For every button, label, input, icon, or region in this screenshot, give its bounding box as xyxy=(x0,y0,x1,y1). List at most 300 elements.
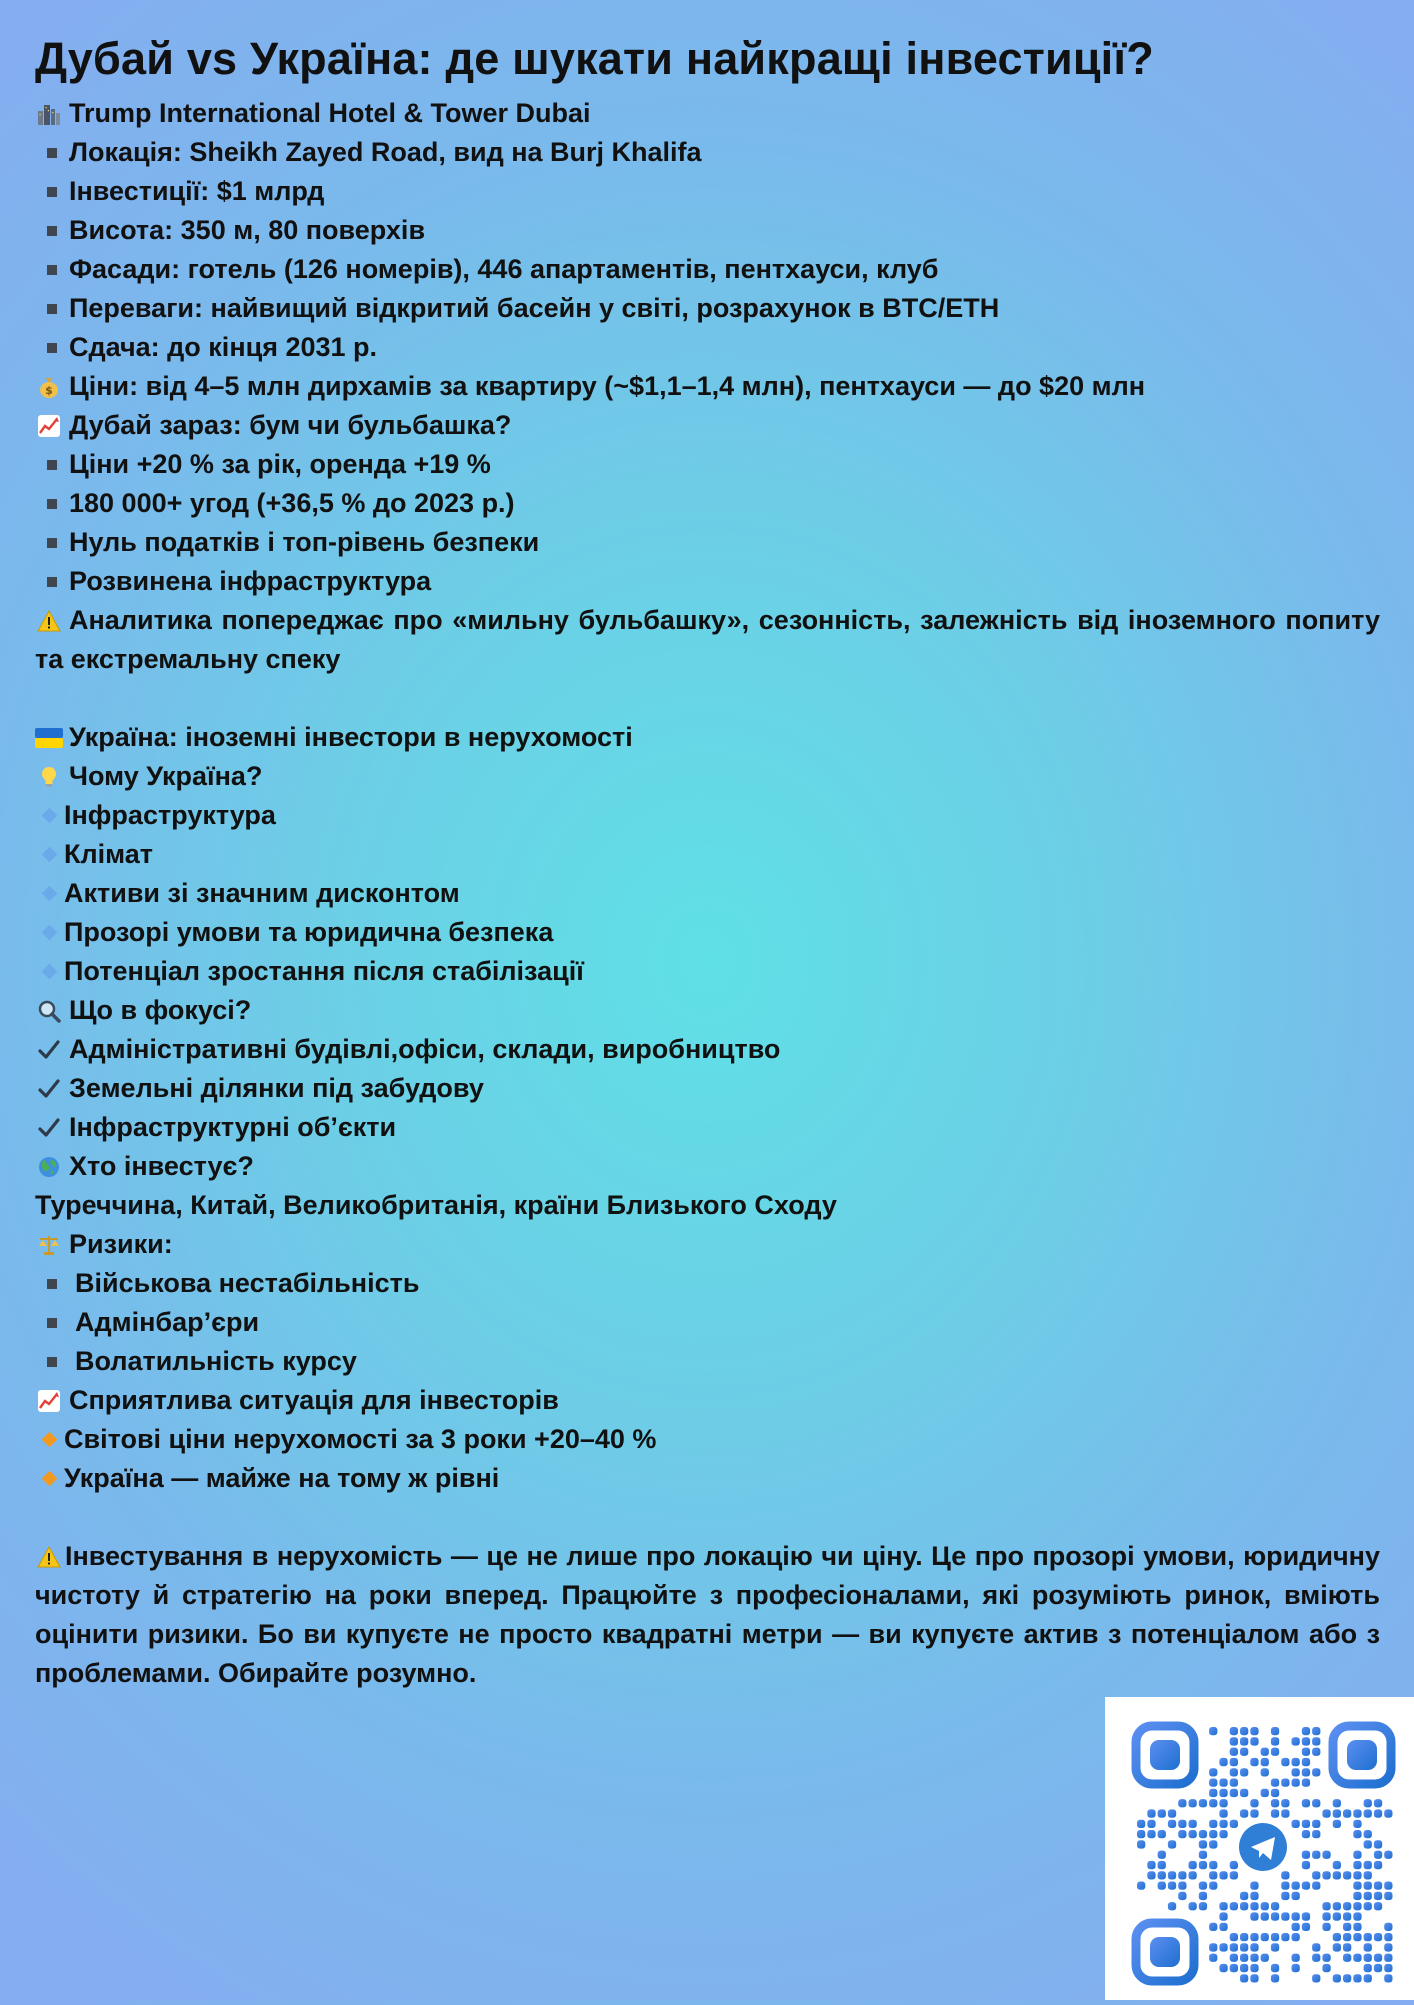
qr-module xyxy=(1364,1809,1372,1817)
qr-module xyxy=(1312,1799,1320,1807)
qr-module xyxy=(1312,1830,1320,1838)
list-item xyxy=(35,1069,1380,1108)
qr-module xyxy=(1250,1799,1258,1807)
qr-module xyxy=(1147,1820,1155,1828)
qr-module xyxy=(1250,1727,1258,1735)
qr-module xyxy=(1209,1861,1217,1869)
qr-module xyxy=(1312,1727,1320,1735)
qr-module xyxy=(1240,1748,1248,1756)
qr-module xyxy=(1302,1861,1310,1869)
qr-module xyxy=(1292,1768,1300,1776)
qr-module xyxy=(1147,1871,1155,1879)
qr-module xyxy=(1353,1851,1361,1859)
qr-module xyxy=(1312,1737,1320,1745)
qr-finder-top-right xyxy=(1333,1726,1391,1784)
list-item-text: Інфраструктура xyxy=(64,800,276,830)
qr-module xyxy=(1384,1851,1392,1859)
qr-module xyxy=(1322,1871,1330,1879)
qr-module xyxy=(1302,1830,1310,1838)
qr-module xyxy=(1158,1809,1166,1817)
orange-diamond-icon xyxy=(42,1432,58,1448)
qr-module xyxy=(1292,1779,1300,1787)
qr-module xyxy=(1209,1882,1217,1890)
list-item xyxy=(35,172,1380,211)
qr-module xyxy=(1312,1974,1320,1982)
qr-module xyxy=(1281,1758,1289,1766)
qr-module xyxy=(1271,1902,1279,1910)
qr-module xyxy=(1240,1737,1248,1745)
qr-module xyxy=(1271,1799,1279,1807)
qr-module xyxy=(1240,1954,1248,1962)
qr-module xyxy=(1353,1871,1361,1879)
qr-module xyxy=(1333,1943,1341,1951)
dubai-now-heading xyxy=(35,406,1380,445)
qr-module xyxy=(1250,1933,1258,1941)
qr-module xyxy=(1189,1871,1197,1879)
qr-module xyxy=(1209,1820,1217,1828)
qr-module xyxy=(1374,1933,1382,1941)
qr-module xyxy=(1261,1902,1269,1910)
qr-module xyxy=(1312,1882,1320,1890)
qr-module xyxy=(1292,1964,1300,1972)
qr-module xyxy=(1219,1779,1227,1787)
closing-paragraph xyxy=(35,1537,1380,1693)
qr-module xyxy=(1343,1871,1351,1879)
qr-module xyxy=(1230,1758,1238,1766)
qr-module xyxy=(1364,1871,1372,1879)
list-item-text: Розвинена інфраструктура xyxy=(69,566,432,596)
qr-module xyxy=(1271,1748,1279,1756)
qr-module xyxy=(1384,1809,1392,1817)
list-item-text: Активи зі значним дисконтом xyxy=(64,878,460,908)
qr-module xyxy=(1281,1799,1289,1807)
who-heading-text: Хто інвестує? xyxy=(69,1151,254,1181)
qr-module xyxy=(1230,1748,1238,1756)
qr-module xyxy=(1302,1851,1310,1859)
qr-module xyxy=(1322,1902,1330,1910)
qr-module xyxy=(1343,1902,1351,1910)
qr-module xyxy=(1137,1840,1145,1848)
qr-module xyxy=(1178,1820,1186,1828)
qr-module xyxy=(1168,1809,1176,1817)
qr-module xyxy=(1158,1851,1166,1859)
blue-diamond-icon xyxy=(42,847,58,863)
qr-module xyxy=(1261,1758,1269,1766)
qr-module xyxy=(1353,1861,1361,1869)
qr-module xyxy=(1147,1809,1155,1817)
bullet-square-icon xyxy=(47,187,57,197)
qr-module xyxy=(1209,1789,1217,1797)
qr-module xyxy=(1158,1830,1166,1838)
qr-module xyxy=(1302,1923,1310,1931)
qr-module xyxy=(1158,1861,1166,1869)
qr-module xyxy=(1271,1809,1279,1817)
bullet-square-icon xyxy=(47,148,57,158)
qr-module xyxy=(1199,1840,1207,1848)
qr-module xyxy=(1137,1820,1145,1828)
list-item xyxy=(35,1264,1380,1303)
qr-module xyxy=(1178,1882,1186,1890)
qr-module xyxy=(1333,1861,1341,1869)
qr-module xyxy=(1261,1912,1269,1920)
bullet-square-icon xyxy=(47,1318,57,1328)
spacer xyxy=(35,679,1380,718)
qr-module xyxy=(1199,1799,1207,1807)
qr-module xyxy=(1209,1923,1217,1931)
list-item xyxy=(35,562,1380,601)
qr-module xyxy=(1292,1892,1300,1900)
list-item xyxy=(35,445,1380,484)
list-item xyxy=(35,289,1380,328)
qr-module xyxy=(1250,1882,1258,1890)
qr-module xyxy=(1384,1892,1392,1900)
qr-module xyxy=(1219,1820,1227,1828)
page-title: Дубай vs Україна: де шукати найкращі інвестиції? xyxy=(35,33,1154,84)
ukraine-flag-icon xyxy=(35,724,63,752)
qr-module xyxy=(1353,1902,1361,1910)
qr-module xyxy=(1384,1882,1392,1890)
list-item xyxy=(35,1030,1380,1069)
ukraine-heading-text: Україна: іноземні інвестори в нерухомості xyxy=(69,722,633,752)
qr-module xyxy=(1240,1809,1248,1817)
qr-module xyxy=(1230,1954,1238,1962)
qr-module xyxy=(1189,1861,1197,1869)
qr-module xyxy=(1240,1768,1248,1776)
qr-module xyxy=(1209,1954,1217,1962)
list-item xyxy=(35,484,1380,523)
qr-module xyxy=(1240,1943,1248,1951)
qr-module xyxy=(1281,1912,1289,1920)
qr-module xyxy=(1230,1789,1238,1797)
bullet-square-icon xyxy=(47,265,57,275)
list-item-text: Військова нестабільність xyxy=(75,1268,420,1298)
list-item-text: Потенціал зростання після стабілізації xyxy=(64,956,584,986)
list-item-text: Ціни +20 % за рік, оренда +19 % xyxy=(69,449,491,479)
list-item xyxy=(35,1108,1380,1147)
qr-module xyxy=(1292,1820,1300,1828)
bullet-square-icon xyxy=(47,577,57,587)
qr-module xyxy=(1137,1882,1145,1890)
dubai-heading-text: Trump International Hotel & Tower Dubai xyxy=(69,98,591,128)
qr-module xyxy=(1364,1964,1372,1972)
qr-module xyxy=(1230,1943,1238,1951)
scales-icon xyxy=(35,1231,63,1259)
dubai-warning xyxy=(35,601,1380,679)
qr-module xyxy=(1333,1912,1341,1920)
qr-module xyxy=(1189,1830,1197,1838)
qr-module xyxy=(1302,1748,1310,1756)
qr-module xyxy=(1199,1892,1207,1900)
qr-module xyxy=(1261,1933,1269,1941)
list-item xyxy=(35,874,1380,913)
blue-diamond-icon xyxy=(42,964,58,980)
list-item-text: Інфраструктурні об’єкти xyxy=(69,1112,397,1142)
risks-heading xyxy=(35,1225,1380,1264)
qr-module xyxy=(1374,1892,1382,1900)
qr-module xyxy=(1230,1964,1238,1972)
magnifier-icon xyxy=(35,997,63,1025)
qr-module xyxy=(1209,1943,1217,1951)
qr-module xyxy=(1168,1882,1176,1890)
list-item xyxy=(35,952,1380,991)
qr-module xyxy=(1240,1974,1248,1982)
qr-module xyxy=(1322,1923,1330,1931)
list-item xyxy=(35,835,1380,874)
bullet-square-icon xyxy=(47,343,57,353)
qr-module xyxy=(1384,1974,1392,1982)
qr-module xyxy=(1353,1892,1361,1900)
money-bag-icon xyxy=(35,373,63,401)
qr-module xyxy=(1178,1871,1186,1879)
qr-module xyxy=(1261,1954,1269,1962)
qr-module xyxy=(1333,1871,1341,1879)
qr-module xyxy=(1353,1809,1361,1817)
orange-diamond-icon xyxy=(42,1471,58,1487)
list-item-text: Переваги: найвищий відкритий басейн у світі, розрахунок в BTC/ETH xyxy=(69,293,1000,323)
list-item-text: Земельні ділянки під забудову xyxy=(69,1073,484,1103)
list-item-text: Світові ціни нерухомості за 3 роки +20–40 % xyxy=(64,1424,657,1454)
qr-module xyxy=(1230,1737,1238,1745)
qr-module xyxy=(1333,1820,1341,1828)
qr-module xyxy=(1302,1779,1310,1787)
qr-module xyxy=(1219,1964,1227,1972)
qr-module xyxy=(1302,1727,1310,1735)
list-item xyxy=(35,913,1380,952)
qr-module xyxy=(1333,1799,1341,1807)
qr-module xyxy=(1168,1820,1176,1828)
who-heading xyxy=(35,1147,1380,1186)
dubai-heading xyxy=(35,94,1380,133)
warning-icon xyxy=(35,1543,63,1571)
chart-up-icon xyxy=(35,1387,63,1415)
list-item-text: Нуль податків і топ-рівень безпеки xyxy=(69,527,540,557)
list-item-text: Прозорі умови та юридична безпека xyxy=(64,917,554,947)
qr-module xyxy=(1230,1861,1238,1869)
qr-module xyxy=(1353,1830,1361,1838)
qr-module xyxy=(1384,1933,1392,1941)
qr-module xyxy=(1209,1727,1217,1735)
dubai-warning-text: Аналитика попереджає про «мильну бульбашку», сезонність, залежність від іноземного попиту та екстремальну спеку xyxy=(35,605,1380,674)
qr-module xyxy=(1374,1882,1382,1890)
qr-module xyxy=(1302,1799,1310,1807)
qr-module xyxy=(1312,1943,1320,1951)
qr-module xyxy=(1230,1779,1238,1787)
qr-module xyxy=(1312,1871,1320,1879)
qr-module xyxy=(1343,1943,1351,1951)
list-item-text: Клімат xyxy=(64,839,153,869)
qr-module xyxy=(1250,1974,1258,1982)
qr-module xyxy=(1250,1758,1258,1766)
qr-module xyxy=(1281,1892,1289,1900)
qr-module xyxy=(1147,1861,1155,1869)
qr-module xyxy=(1271,1737,1279,1745)
list-item-text: Сдача: до кінця 2031 р. xyxy=(69,332,378,362)
qr-module xyxy=(1333,1902,1341,1910)
qr-module xyxy=(1374,1809,1382,1817)
focus-heading xyxy=(35,991,1380,1030)
qr-module xyxy=(1292,1882,1300,1890)
qr-module xyxy=(1281,1871,1289,1879)
list-item-text: 180 000+ угод (+36,5 % до 2023 р.) xyxy=(69,488,515,518)
checkmark-icon xyxy=(35,1075,63,1103)
qr-module xyxy=(1209,1871,1217,1879)
qr-module xyxy=(1302,1737,1310,1745)
qr-module xyxy=(1250,1912,1258,1920)
qr-module xyxy=(1343,1974,1351,1982)
qr-module xyxy=(1219,1943,1227,1951)
qr-module xyxy=(1364,1954,1372,1962)
qr-module xyxy=(1219,1923,1227,1931)
qr-module xyxy=(1322,1954,1330,1962)
qr-module xyxy=(1250,1902,1258,1910)
qr-module xyxy=(1353,1820,1361,1828)
qr-module xyxy=(1209,1840,1217,1848)
qr-module xyxy=(1178,1799,1186,1807)
list-item-text: Адміністративні будівлі,офіси, склади, виробництво xyxy=(69,1034,781,1064)
qr-module xyxy=(1364,1840,1372,1848)
chart-up-icon xyxy=(35,412,63,440)
qr-module xyxy=(1343,1954,1351,1962)
list-item-text: Інвестиції: $1 млрд xyxy=(69,176,325,206)
qr-module xyxy=(1364,1974,1372,1982)
cityscape-icon xyxy=(35,100,63,128)
qr-module xyxy=(1209,1779,1217,1787)
document xyxy=(35,30,1380,1693)
qr-module xyxy=(1374,1964,1382,1972)
list-item xyxy=(35,1303,1380,1342)
qr-module xyxy=(1250,1964,1258,1972)
qr-module xyxy=(1199,1882,1207,1890)
bullet-square-icon xyxy=(47,226,57,236)
qr-module xyxy=(1374,1851,1382,1859)
qr-module xyxy=(1240,1727,1248,1735)
qr-module xyxy=(1209,1799,1217,1807)
qr-module xyxy=(1271,1912,1279,1920)
qr-module xyxy=(1219,1902,1227,1910)
qr-module xyxy=(1333,1933,1341,1941)
blue-diamond-icon xyxy=(42,808,58,824)
qr-module xyxy=(1302,1758,1310,1766)
qr-module xyxy=(1261,1748,1269,1756)
qr-module xyxy=(1250,1954,1258,1962)
qr-module xyxy=(1209,1768,1217,1776)
qr-module xyxy=(1240,1933,1248,1941)
qr-module xyxy=(1240,1789,1248,1797)
bullet-square-icon xyxy=(47,304,57,314)
qr-module xyxy=(1230,1768,1238,1776)
prices-line xyxy=(35,367,1380,406)
list-item xyxy=(35,796,1380,835)
qr-finder-top-left xyxy=(1136,1726,1194,1784)
qr-module xyxy=(1353,1974,1361,1982)
qr-code-graphic xyxy=(1105,1697,1414,2000)
list-item-text: Фасади: готель (126 номерів), 446 апартаментів, пентхауси, клуб xyxy=(69,254,939,284)
list-item-text: Волатильність курсу xyxy=(75,1346,357,1376)
qr-module xyxy=(1230,1727,1238,1735)
lightbulb-icon xyxy=(35,763,63,791)
qr-module xyxy=(1374,1902,1382,1910)
qr-module xyxy=(1374,1799,1382,1807)
list-item xyxy=(35,523,1380,562)
qr-module xyxy=(1312,1954,1320,1962)
qr-module xyxy=(1168,1902,1176,1910)
bullet-square-icon xyxy=(47,460,57,470)
qr-module xyxy=(1364,1861,1372,1869)
qr-module xyxy=(1292,1933,1300,1941)
qr-module xyxy=(1240,1964,1248,1972)
qr-module xyxy=(1219,1830,1227,1838)
qr-module xyxy=(1240,1892,1248,1900)
qr-module xyxy=(1250,1809,1258,1817)
qr-module xyxy=(1312,1820,1320,1828)
qr-module xyxy=(1384,1943,1392,1951)
qr-module xyxy=(1292,1954,1300,1962)
prices-text: Ціни: від 4–5 млн дирхамів за квартиру (~$1,1–1,4 млн), пентхауси — до $20 млн xyxy=(69,371,1146,401)
list-item xyxy=(35,1342,1380,1381)
qr-module xyxy=(1312,1748,1320,1756)
list-item xyxy=(35,250,1380,289)
qr-module xyxy=(1230,1933,1238,1941)
qr-module xyxy=(1364,1902,1372,1910)
ukraine-heading xyxy=(35,718,1380,757)
qr-module xyxy=(1271,1964,1279,1972)
blue-diamond-icon xyxy=(42,886,58,902)
qr-module xyxy=(1343,1912,1351,1920)
qr-module xyxy=(1292,1758,1300,1766)
qr-module xyxy=(1199,1902,1207,1910)
qr-module xyxy=(1302,1768,1310,1776)
qr-module xyxy=(1353,1912,1361,1920)
list-item-text: Локація: Sheikh Zayed Road, вид на Burj Khalifa xyxy=(69,137,702,167)
spacer xyxy=(35,1498,1380,1537)
qr-module xyxy=(1147,1830,1155,1838)
bullet-square-icon xyxy=(47,499,57,509)
qr-finder-bottom-left xyxy=(1136,1923,1194,1981)
why-heading-text: Чому Україна? xyxy=(69,761,263,791)
qr-module xyxy=(1240,1902,1248,1910)
qr-module xyxy=(1199,1830,1207,1838)
qr-module xyxy=(1178,1892,1186,1900)
qr-module xyxy=(1199,1851,1207,1859)
list-item xyxy=(35,133,1380,172)
bullet-square-icon xyxy=(47,1279,57,1289)
qr-module xyxy=(1302,1820,1310,1828)
qr-module xyxy=(1230,1871,1238,1879)
qr-module xyxy=(1364,1799,1372,1807)
qr-module xyxy=(1384,1923,1392,1931)
list-item xyxy=(35,328,1380,367)
who-countries-text: Туреччина, Китай, Великобританія, країни Близького Сходу xyxy=(35,1190,837,1220)
qr-module xyxy=(1189,1799,1197,1807)
qr-module xyxy=(1322,1809,1330,1817)
qr-module xyxy=(1333,1974,1341,1982)
qr-module xyxy=(1281,1933,1289,1941)
qr-module xyxy=(1250,1943,1258,1951)
checkmark-icon xyxy=(35,1036,63,1064)
qr-module xyxy=(1281,1779,1289,1787)
qr-module xyxy=(1353,1954,1361,1962)
qr-module xyxy=(1219,1912,1227,1920)
qr-code[interactable] xyxy=(1105,1697,1414,2000)
qr-module xyxy=(1322,1912,1330,1920)
qr-module xyxy=(1209,1830,1217,1838)
list-item-text: Україна — майже на тому ж рівні xyxy=(64,1463,500,1493)
qr-module xyxy=(1353,1882,1361,1890)
qr-module xyxy=(1137,1830,1145,1838)
qr-module xyxy=(1230,1820,1238,1828)
qr-module xyxy=(1302,1882,1310,1890)
qr-module xyxy=(1364,1892,1372,1900)
